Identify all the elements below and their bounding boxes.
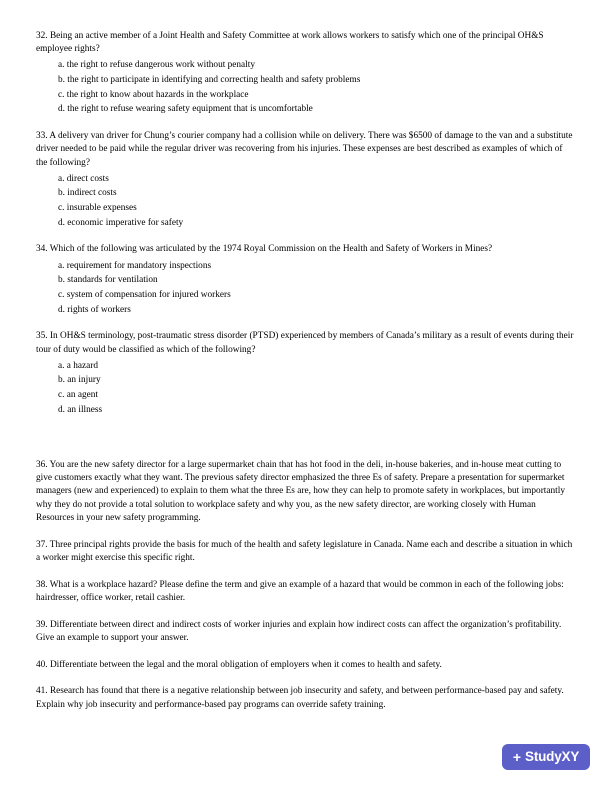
answer-option[interactable]: b. an injury [58,375,101,386]
essay-text: 41. Research has found that there is a negative relationship between job insecurity and safety, and between performance-based pay and safety. Explain why job insecurity and performance-based pay programs can override safety training. [36,686,564,710]
answer-option[interactable]: b. the right to participate in identifying and correcting health and safety problems [58,75,361,86]
question-block [36,130,576,230]
studyxy-watermark [502,744,590,770]
essay-question [36,579,576,606]
essay-question [36,619,576,646]
essay-text: 36. You are the new safety director for a large supermarket chain that has hot food in the deli, in-house bakeries, and in-house meat cutting to give customers exactly what they want. The previous safety director emphasized the three Es of safety. Prepare a presentation for supermarket managers (new and experienced) to explain to them what the three Es are, how they can help to promote safety in workplaces, but importantly why they do not provide a total solution to workplace safety and why you, as the new safety director, are working closely with Human Resources in your new safety programming. [36,459,565,524]
answer-option[interactable]: b. indirect costs [58,188,117,199]
question-block [36,30,576,117]
answer-option[interactable]: a. direct costs [58,173,109,184]
answer-option[interactable]: a. requirement for mandatory inspections [58,260,212,271]
essay-question [36,659,576,672]
answer-option[interactable]: c. the right to know about hazards in the workplace [58,89,249,100]
watermark-brand-label: StudyXY [525,749,580,765]
question-stem: 32. Being an active member of a Joint Health and Safety Committee at work allows workers to satisfy which one of the principal OH&S employee rights? [36,31,544,55]
answer-option[interactable]: d. rights of workers [58,304,131,315]
essay-question [36,459,576,526]
answer-option[interactable]: c. an agent [58,390,99,401]
answer-option[interactable]: c. insurable expenses [58,203,137,214]
essay-question [36,539,576,566]
answer-options [36,259,576,318]
answer-option[interactable]: d. economic imperative for safety [58,217,184,228]
question-stem: 33. A delivery van driver for Chung’s courier company had a collision while on delivery. There was $6500 of damage to the van and a substitute driver needed to be paid while the regular driver was recovering from his injuries. These expenses are best described as examples of which of the following? [36,131,573,168]
question-block [36,243,576,317]
plus-icon: + [512,749,522,765]
question-block [36,330,576,417]
answer-options [36,359,576,418]
question-stem: 35. In OH&S terminology, post-traumatic stress disorder (PTSD) experienced by members of Canada’s military as a result of events during their tour of duty would be classified as which of the following? [36,331,574,355]
answer-option[interactable]: d. an illness [58,404,103,415]
question-stem: 34. Which of the following was articulated by the 1974 Royal Commission on the Health and Safety of Workers in Mines? [36,244,493,255]
essay-text: 40. Differentiate between the legal and the moral obligation of employers when it comes to health and safety. [36,659,442,670]
answer-options [36,58,576,117]
essay-text: 39. Differentiate between direct and indirect costs of worker injuries and explain how indirect costs can affect the organization’s profitability. Give an example to support your answer. [36,619,562,644]
answer-option[interactable]: c. system of compensation for injured workers [58,290,231,300]
answer-options [36,172,576,231]
essay-text: 38. What is a workplace hazard? Please define the term and give an example of a hazard that would be common in each of the following jobs: hairdresser, office worker, retail cashier. [36,579,564,604]
essay-text: 37. Three principal rights provide the basis for much of the health and safety legislature in Canada. Name each and describe a situation in which a worker might exercise this specific right. [36,539,573,564]
answer-option[interactable]: a. the right to refuse dangerous work without penalty [58,60,255,71]
essay-question [36,685,576,712]
answer-option[interactable]: a. a hazard [58,360,98,371]
answer-option[interactable]: b. standards for ventilation [58,275,158,286]
answer-option[interactable]: d. the right to refuse wearing safety equipment that is uncomfortable [58,104,313,115]
section-spacer [36,431,576,459]
